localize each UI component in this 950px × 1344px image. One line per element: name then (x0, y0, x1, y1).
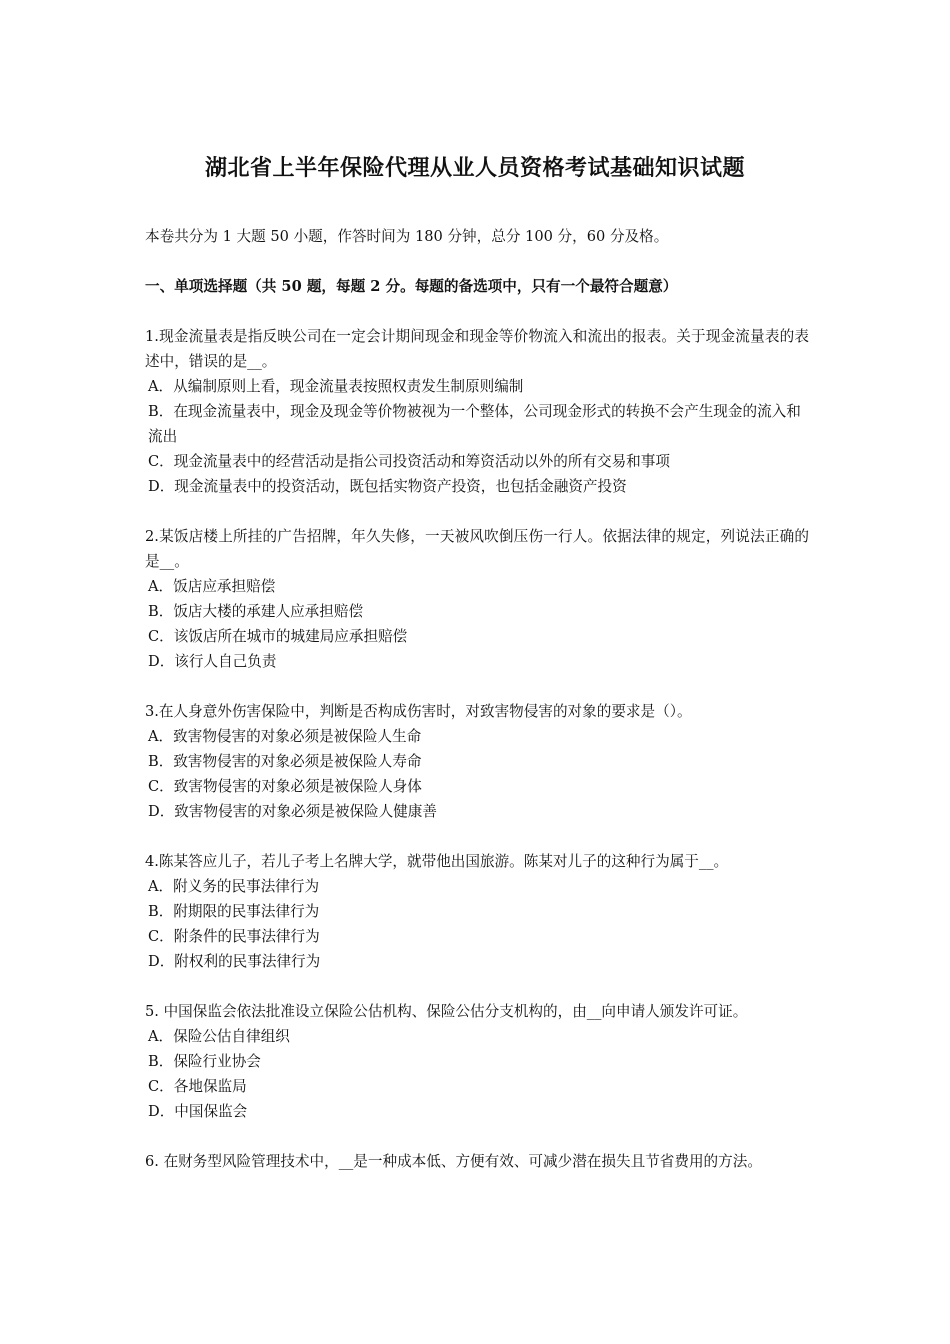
option-list (145, 374, 809, 499)
question-3 (145, 699, 809, 824)
question-stem: 2.某饭店楼上所挂的广告招牌，年久失修，一天被风吹倒压伤一行人。依据法律的规定，列说法正确的是__。 (145, 528, 809, 570)
section-heading: 一、单项选择题（共 50 题，每题 2 分。每题的备选项中，只有一个最符合题意） (145, 278, 678, 295)
option-c: C．各地保监局 (148, 1078, 247, 1095)
option-b: B．在现金流量表中，现金及现金等价物被视为一个整体，公司现金形式的转换不会产生现金的流入和流出 (148, 403, 801, 445)
option-d: D．该行人自己负责 (148, 653, 277, 670)
option-c: C．附条件的民事法律行为 (148, 928, 320, 945)
option-b: B．致害物侵害的对象必须是被保险人寿命 (148, 753, 422, 770)
option-list (145, 724, 809, 824)
option-c: C．致害物侵害的对象必须是被保险人身体 (148, 778, 422, 795)
option-a: A．饭店应承担赔偿 (148, 578, 276, 595)
option-a: A．从编制原则上看，现金流量表按照权责发生制原则编制 (148, 378, 524, 395)
option-b: B．保险行业协会 (148, 1053, 261, 1070)
option-b: B．饭店大楼的承建人应承担赔偿 (148, 603, 364, 620)
exam-intro: 本卷共分为 1 大题 50 小题，作答时间为 180 分钟，总分 100 分，60 分及格。 (145, 228, 669, 245)
option-a: A．致害物侵害的对象必须是被保险人生命 (148, 728, 422, 745)
option-list (145, 874, 809, 974)
question-4 (145, 849, 809, 974)
option-d: D．现金流量表中的投资活动，既包括实物资产投资，也包括金融资产投资 (148, 478, 627, 495)
option-c: C．现金流量表中的经营活动是指公司投资活动和筹资活动以外的所有交易和事项 (148, 453, 670, 470)
option-c: C．该饭店所在城市的城建局应承担赔偿 (148, 628, 408, 645)
question-stem: 3.在人身意外伤害保险中，判断是否构成伤害时，对致害物侵害的对象的要求是（）。 (145, 703, 692, 720)
question-stem: 4.陈某答应儿子，若儿子考上名牌大学，就带他出国旅游。陈某对儿子的这种行为属于__。 (145, 853, 729, 870)
option-list (145, 574, 809, 674)
question-stem: 5. 中国保监会依法批准设立保险公估机构、保险公估分支机构的，由__向申请人颁发许可证。 (145, 1003, 748, 1020)
option-a: A．附义务的民事法律行为 (148, 878, 320, 895)
question-1 (145, 324, 809, 499)
document-title: 湖北省上半年保险代理从业人员资格考试基础知识试题 (204, 155, 745, 181)
option-list (145, 1024, 809, 1124)
option-a: A．保险公估自律组织 (148, 1028, 290, 1045)
question-stem: 6. 在财务型风险管理技术中，__是一种成本低、方便有效、可减少潜在损失且节省费用的方法。 (145, 1153, 762, 1170)
question-stem: 1.现金流量表是指反映公司在一定会计期间现金和现金等价物流入和流出的报表。关于现金流量表的表述中，错误的是__。 (145, 328, 809, 370)
option-b: B．附期限的民事法律行为 (148, 903, 320, 920)
option-d: D．中国保监会 (148, 1103, 248, 1120)
option-d: D．附权利的民事法律行为 (148, 953, 321, 970)
document-body (145, 224, 809, 1199)
option-d: D．致害物侵害的对象必须是被保险人健康善 (148, 803, 437, 820)
question-5 (145, 999, 809, 1124)
question-2 (145, 524, 809, 674)
question-6 (145, 1149, 809, 1174)
